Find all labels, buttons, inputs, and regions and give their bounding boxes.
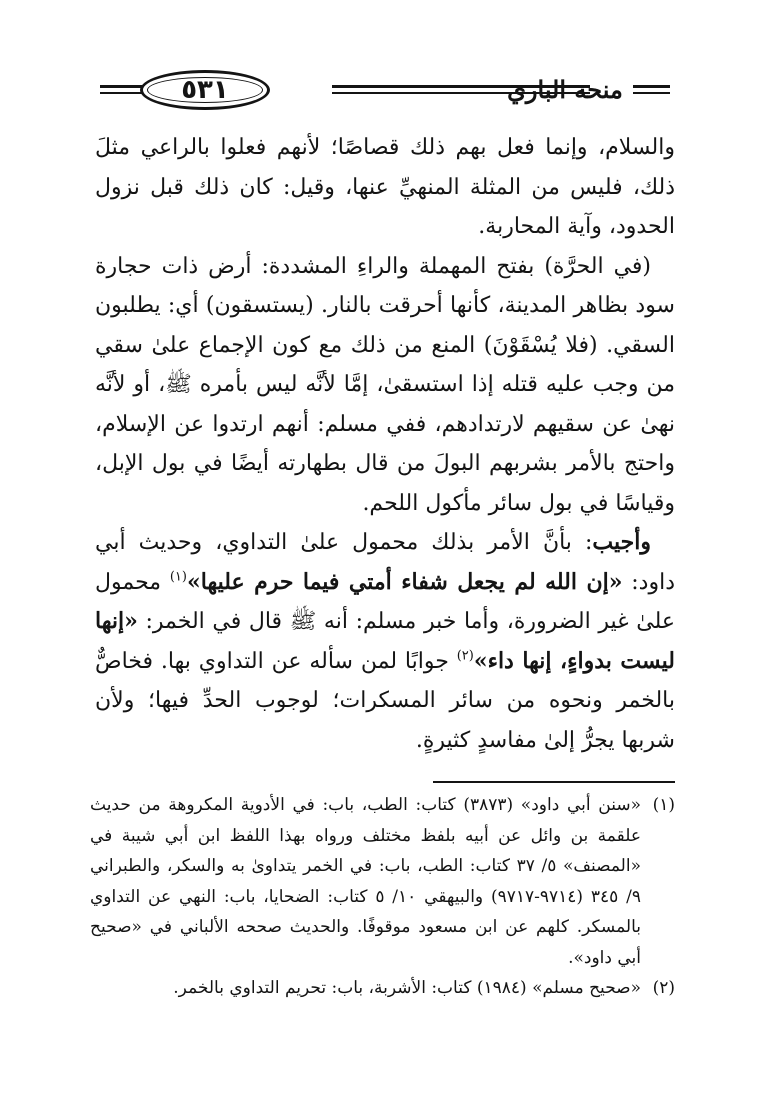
- paragraph-1: والسلام، وإنما فعل بهم ذلك قصاصًا؛ لأنهم فعلوا بالراعي مثلَ ذلك، فليس من المثلة المنهيِّ عنها، وقيل: كان ذلك قبل نزول الحدود، وآية المحاربة.: [95, 135, 675, 239]
- book-title: منحة الباري: [507, 75, 623, 104]
- paragraph-3-lead: وأجيب: [592, 529, 651, 555]
- footnotes: [90, 790, 675, 1004]
- page-number: ٥٣١: [181, 75, 229, 105]
- main-text: [95, 128, 675, 760]
- hadith-quote-1: «إن الله لم يجعل شفاء أمتي فيما حرم عليها»: [186, 568, 623, 595]
- page-header: [100, 66, 670, 116]
- hadith-quote-2: «إنها ليست بدواءٍ، إنها داء»: [95, 608, 675, 674]
- footnote-2: [90, 973, 675, 1004]
- paragraph-3-text-c: جوابًا لمن سأله عن التداوي بها. فخاصٌّ بالخمر ونحوه من سائر المسكرات؛ لوجوب الحدِّ فيها؛ ولأن شربها يجرُّ إلىٰ مفاسدٍ كثيرةٍ.: [95, 648, 675, 753]
- footnote-number: (٢): [652, 978, 675, 998]
- paragraph-3-text-a: : بأنَّ الأمر بذلك محمول علىٰ التداوي، وحديث أبي داود:: [95, 530, 675, 595]
- paragraph-2: (في الحرَّة) بفتح المهملة والراءِ المشددة: أرض ذات حجارة سود بظاهر المدينة، كأنها أحرقت بالنار. (يستسقون) أي: يطلبون السقي. (فلا يُسْقَوْنَ) المنع من ذلك مع كون الإجماع علىٰ سقي من وجب عليه قتله إذا استسقىٰ، إمَّا لأنَّه ليس بأمره ﷺ، أو لأنَّه نهىٰ عن سقيهم لارتدادهم، ففي مسلم: أنهم ارتدوا عن الإسلام، واحتج بالأمر بشربهم البولَ من قال بطهارته أيضًا في بول الإبل، وقياسًا في بول سائر مأكول اللحم.: [95, 253, 675, 516]
- paragraph-3-text-b: محمول علىٰ غير الضرورة، وأما خبر مسلم: أنه ﷺ قال في الخمر:: [95, 569, 675, 634]
- page-number-oval: [140, 70, 270, 110]
- paragraph-3: [95, 523, 675, 760]
- footnote-ref-1: (١): [169, 569, 187, 585]
- footnote-text: «صحيح مسلم» (١٩٨٤) كتاب: الأشربة، باب: تحريم التداوي بالخمر.: [173, 978, 641, 998]
- footnote-1: [90, 790, 675, 973]
- footnote-text: «سنن أبي داود» (٣٨٧٣) كتاب: الطب، باب: في الأدوية المكروهة من حديث علقمة بن وائل عن أبيه بلفظ مختلف ورواه بهذا اللفظ ابن أبي شيبة في «المصنف» ٥/ ٣٧ كتاب: الطب، باب: في الخمر يتداوىٰ به والسكر، والطبراني ٩/ ٣٤٥ (٩٧١٤-٩٧١٧) والبيهقي ١٠/ ٥ كتاب: الضحايا، باب: النهي عن التداوي بالمسكر. كلهم عن ابن مسعود موقوفًا. والحديث صححه الألباني في «صحيح أبي داود».: [90, 795, 642, 968]
- footnote-number: (١): [652, 795, 675, 815]
- footnote-separator: [433, 781, 675, 783]
- footnote-ref-2: (٢): [456, 648, 474, 664]
